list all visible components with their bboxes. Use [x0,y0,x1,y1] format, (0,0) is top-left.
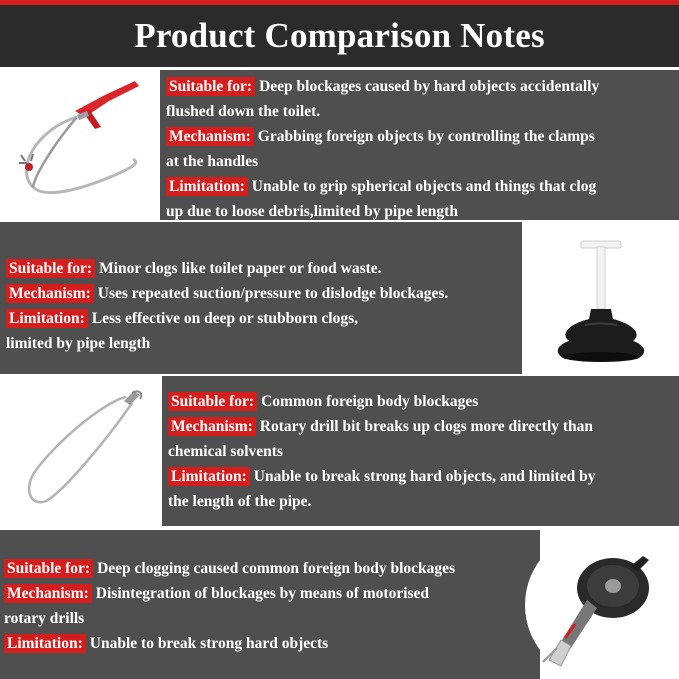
mechanism-text: Disintegration of blockages by means of motorised [95,585,430,602]
drum-auger-icon [535,540,665,670]
suitable-text: Common foreign body blockages [261,393,479,410]
product-description [166,74,676,224]
mechanism-label: Mechanism: [6,284,94,303]
drain-snake-wire-icon [6,381,156,521]
product-row-grabber [0,70,679,220]
limitation-text: up due to loose debris,limited by pipe length [166,203,458,220]
mechanism-line-cont [4,606,534,631]
page-title: Product Comparison Notes [134,16,545,55]
limitation-line [166,174,676,199]
mechanism-text: rotary drills [4,610,85,627]
limitation-text: the length of the pipe. [168,493,312,510]
mechanism-text: at the handles [166,153,259,170]
mechanism-line [168,414,673,439]
mechanism-text: Grabbing foreign objects by controlling the clamps [257,128,595,145]
limitation-text: Unable to break strong hard objects [89,635,329,652]
suitable-line [6,256,518,281]
mechanism-label: Mechanism: [4,584,92,603]
limitation-label: Limitation: [4,634,86,653]
suitable-label: Suitable for: [168,392,257,411]
limitation-label: Limitation: [168,467,250,486]
mechanism-line [4,581,534,606]
suitable-label: Suitable for: [6,259,95,278]
suitable-text: Deep blockages caused by hard objects accidentally [259,78,600,95]
suitable-text: Deep clogging caused common foreign body blockages [97,560,456,577]
suitable-label: Suitable for: [4,559,93,578]
limitation-text: limited by pipe length [6,335,151,352]
limitation-line [4,631,534,656]
plunger-icon [541,229,661,369]
limitation-text: Unable to grip spherical objects and things that clog [251,178,597,195]
mechanism-line-cont [168,439,673,464]
product-image-circle [525,530,675,679]
limitation-label: Limitation: [166,177,248,196]
product-description [6,256,518,356]
suitable-line [4,556,534,581]
limitation-line-cont [6,331,518,356]
product-image [520,530,679,679]
limitation-line-cont [166,199,676,224]
suitable-line-cont [166,99,676,124]
limitation-text: Less effective on deep or stubborn clogs, [91,310,358,327]
product-description [168,389,673,514]
suitable-text: flushed down the toilet. [166,103,321,120]
limitation-line-cont [168,489,673,514]
suitable-line [166,74,676,99]
product-description [4,556,534,656]
grabber-claw-tool-icon [5,75,155,215]
mechanism-line [166,124,676,149]
mechanism-text: chemical solvents [168,443,283,460]
limitation-text: Unable to break strong hard objects, and limited by [253,468,596,485]
product-row-drain-snake [0,376,679,526]
product-image [522,224,679,374]
product-image [0,376,162,526]
suitable-text: Minor clogs like toilet paper or food waste. [99,260,382,277]
product-row-plunger [0,222,679,374]
header-banner [0,5,679,67]
mechanism-label: Mechanism: [168,417,256,436]
product-row-drum-auger [0,530,679,679]
limitation-label: Limitation: [6,309,88,328]
suitable-line [168,389,673,414]
product-image [0,70,160,220]
mechanism-label: Mechanism: [166,127,254,146]
mechanism-text: Uses repeated suction/pressure to dislodge blockages. [97,285,449,302]
limitation-line [168,464,673,489]
suitable-label: Suitable for: [166,77,255,96]
mechanism-line-cont [166,149,676,174]
mechanism-line [6,281,518,306]
limitation-line [6,306,518,331]
mechanism-text: Rotary drill bit breaks up clogs more directly than [259,418,594,435]
